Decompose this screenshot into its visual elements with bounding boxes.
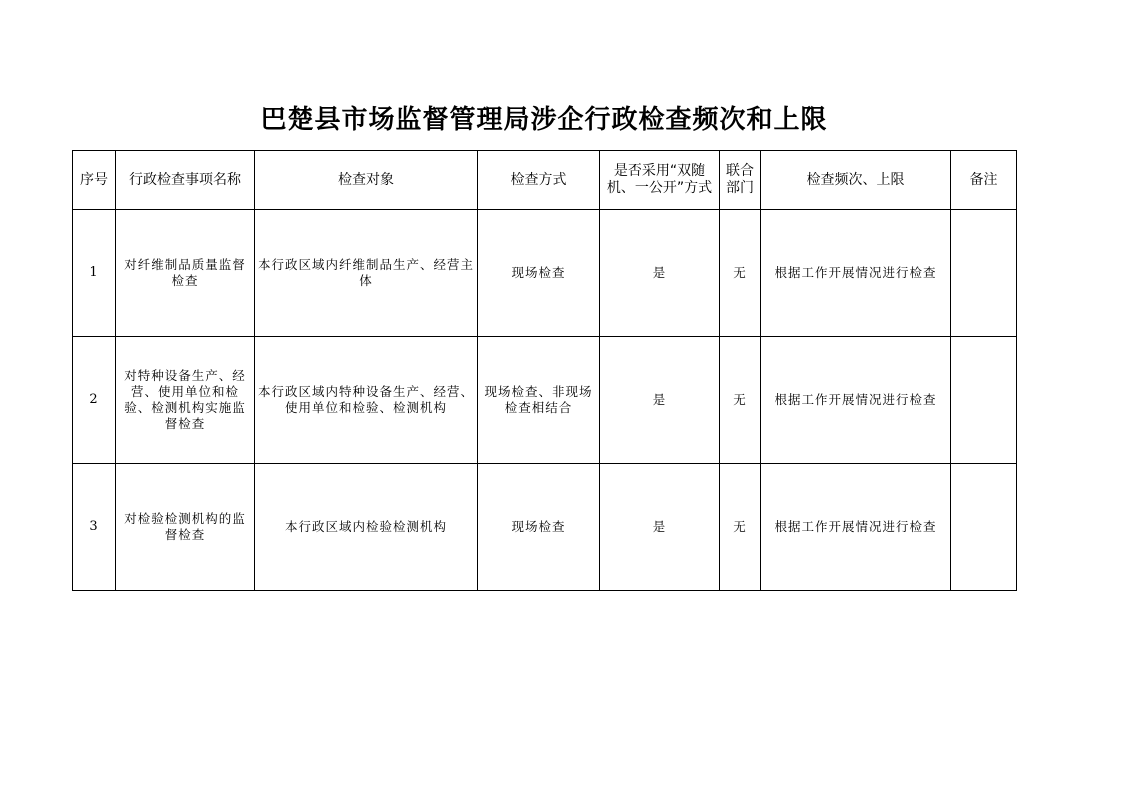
document-title: 巴楚县市场监督管理局涉企行政检查频次和上限	[260, 105, 828, 135]
cell-double-random: 是	[600, 337, 720, 464]
cell-note	[951, 464, 1017, 591]
table-row	[73, 337, 1017, 464]
cell-method: 现场检查	[478, 210, 600, 337]
cell-target: 本行政区域内特种设备生产、经营、使用单位和检验、检测机构	[255, 337, 478, 464]
header-item-name: 行政检查事项名称	[116, 151, 255, 210]
cell-joint-dept: 无	[720, 210, 761, 337]
table-row	[73, 210, 1017, 337]
cell-note	[951, 210, 1017, 337]
header-seq: 序号	[73, 151, 116, 210]
header-double-random: 是否采用“双随机、一公开”方式	[600, 151, 720, 210]
inspection-table	[72, 150, 1017, 591]
cell-double-random: 是	[600, 210, 720, 337]
cell-note	[951, 337, 1017, 464]
header-frequency: 检查频次、上限	[761, 151, 951, 210]
cell-seq: 3	[73, 464, 116, 591]
cell-method: 现场检查	[478, 464, 600, 591]
cell-frequency: 根据工作开展情况进行检查	[761, 210, 951, 337]
cell-item-name: 对检验检测机构的监督检查	[116, 464, 255, 591]
cell-item-name: 对纤维制品质量监督检查	[116, 210, 255, 337]
cell-seq: 1	[73, 210, 116, 337]
header-target: 检查对象	[255, 151, 478, 210]
cell-method: 现场检查、非现场检查相结合	[478, 337, 600, 464]
table-header-row	[73, 151, 1017, 210]
cell-double-random: 是	[600, 464, 720, 591]
cell-target: 本行政区域内纤维制品生产、经营主体	[255, 210, 478, 337]
table-row	[73, 464, 1017, 591]
cell-joint-dept: 无	[720, 464, 761, 591]
cell-frequency: 根据工作开展情况进行检查	[761, 464, 951, 591]
cell-joint-dept: 无	[720, 337, 761, 464]
cell-target: 本行政区域内检验检测机构	[255, 464, 478, 591]
cell-seq: 2	[73, 337, 116, 464]
header-joint-dept: 联合部门	[720, 151, 761, 210]
header-method: 检查方式	[478, 151, 600, 210]
cell-frequency: 根据工作开展情况进行检查	[761, 337, 951, 464]
header-note: 备注	[951, 151, 1017, 210]
cell-item-name: 对特种设备生产、经营、使用单位和检验、检测机构实施监督检查	[116, 337, 255, 464]
